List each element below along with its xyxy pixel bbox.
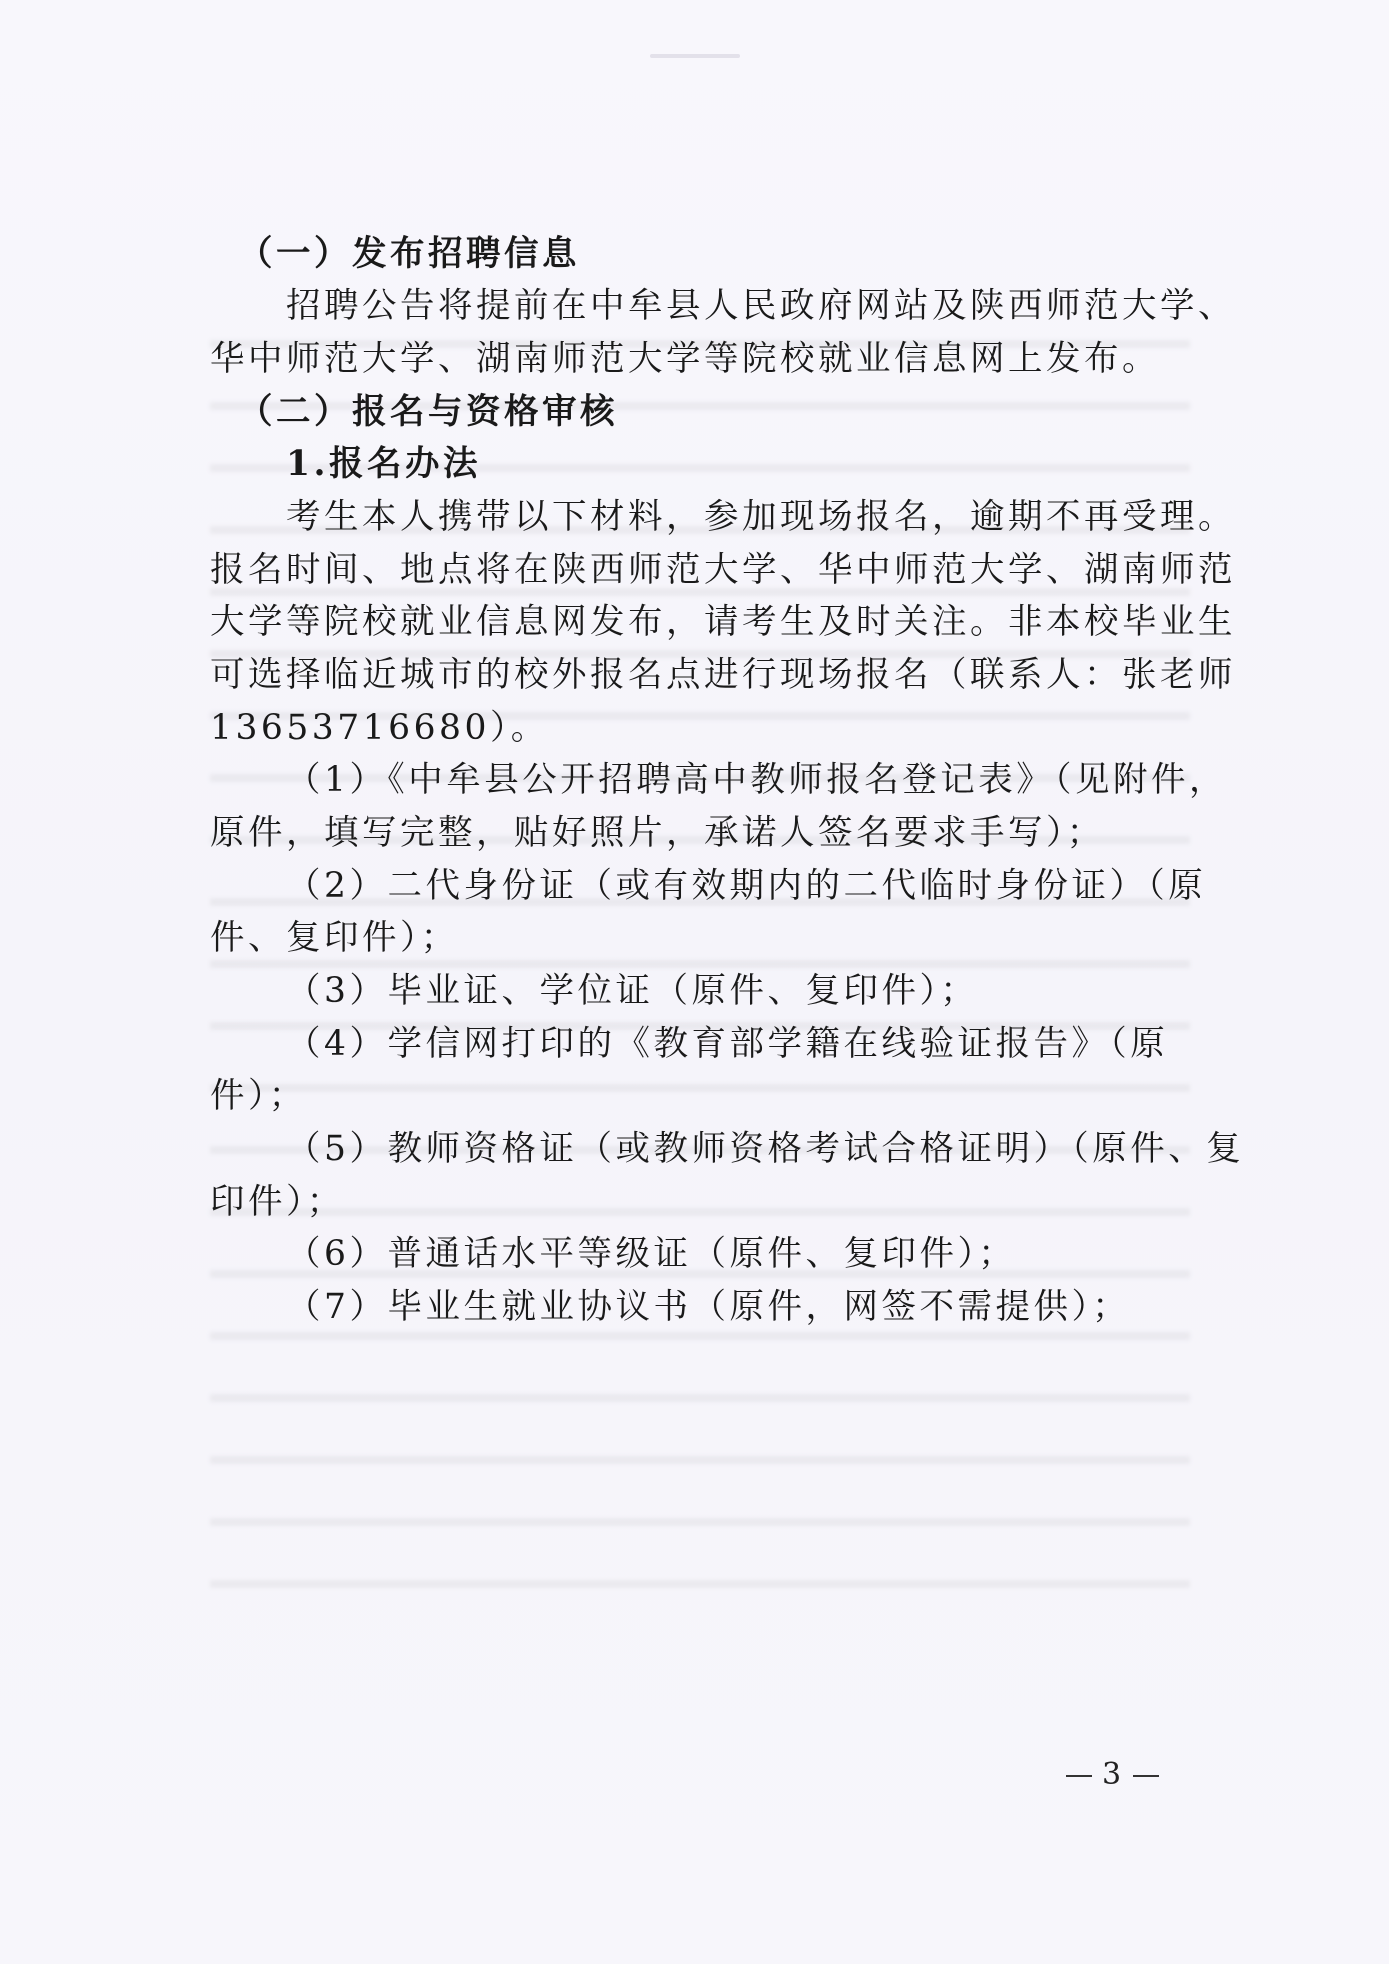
subsection-heading: 1.报名办法 [286,444,482,484]
paragraph-line: 考生本人携带以下材料，参加现场报名，逾期不再受理。 [286,497,1236,537]
list-item-line: （5）教师资格证（或教师资格考试合格证明）（原件、复 [286,1129,1245,1169]
list-item-line: 印件）； [210,1182,345,1222]
page-number: 3 [1102,1757,1124,1792]
list-item-line: （2）二代身份证（或有效期内的二代临时身份证）（原 [286,866,1207,906]
paragraph-line: 可选择临近城市的校外报名点进行现场报名（联系人：张老师 [210,655,1236,695]
footer-dash-left [1066,1775,1092,1777]
footer-dash-right [1133,1775,1159,1777]
section-heading-1: （一）发布招聘信息 [238,234,580,274]
list-item-line: （7）毕业生就业协议书（原件，网签不需提供）； [286,1287,1131,1327]
paragraph-line: 招聘公告将提前在中牟县人民政府网站及陕西师范大学、 [286,286,1236,326]
header-mark [0,48,1389,68]
list-item-line: （4）学信网打印的《教育部学籍在线验证报告》（原 [286,1024,1169,1064]
paragraph-line: 13653716680）。 [210,708,549,748]
list-item-line: 原件，填写完整，贴好照片，承诺人签名要求手写）； [210,813,1105,853]
list-item-line: （3）毕业证、学位证（原件、复印件）； [286,971,979,1011]
list-item-line: 件、复印件）； [210,918,459,958]
page-footer [1056,1757,1169,1792]
list-item-line: （6）普通话水平等级证（原件、复印件）； [286,1234,1017,1274]
list-item-line: （1）《中牟县公开招聘高中教师报名登记表》（见附件， [286,760,1227,800]
section-heading-2: （二）报名与资格审核 [238,392,618,432]
paragraph-line: 大学等院校就业信息网发布，请考生及时关注。非本校毕业生 [210,602,1236,642]
list-item-line: 件）； [210,1076,307,1116]
paragraph-line: 华中师范大学、湖南师范大学等院校就业信息网上发布。 [210,339,1160,379]
paragraph-line: 报名时间、地点将在陕西师范大学、华中师范大学、湖南师范 [210,550,1236,590]
